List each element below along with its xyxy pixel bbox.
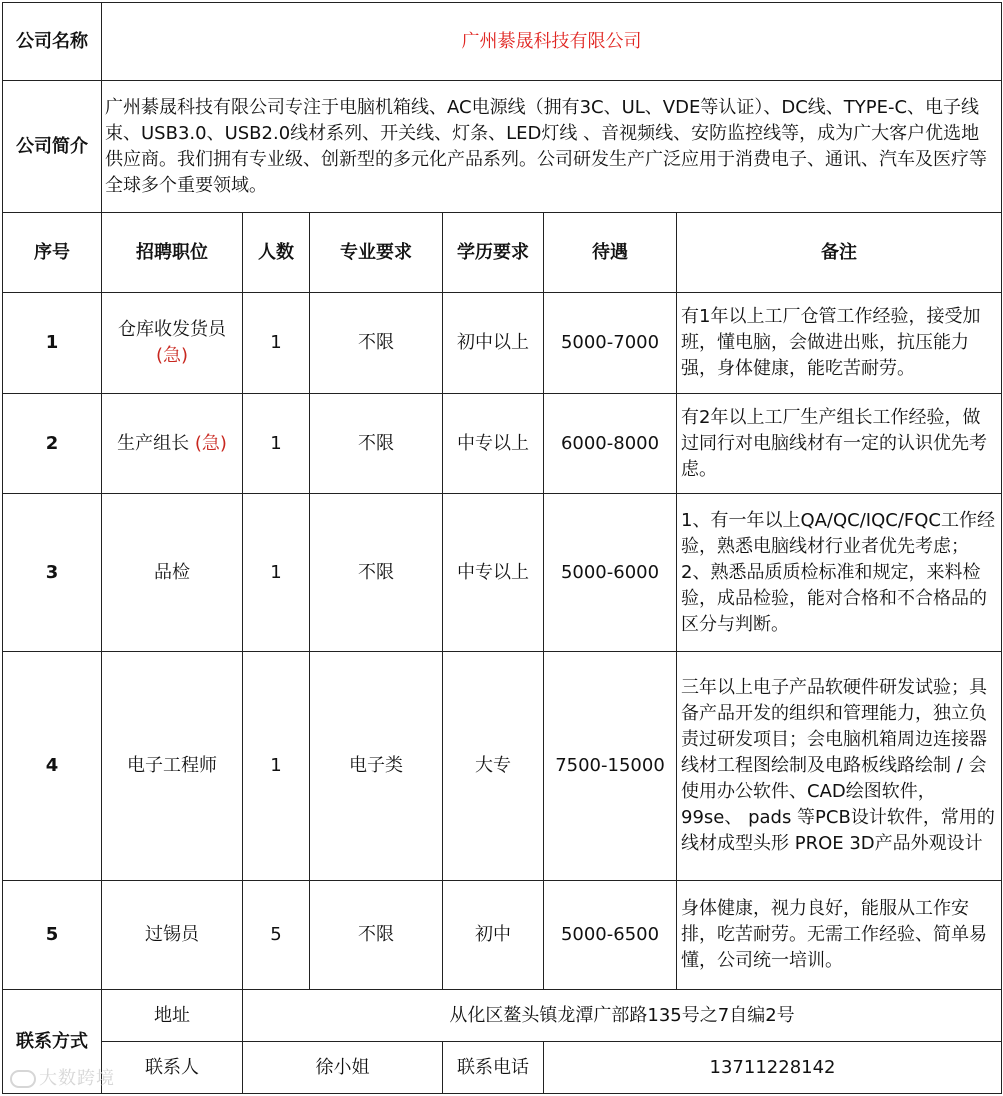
row-count: 1 — [243, 394, 310, 494]
table-row — [3, 394, 1002, 494]
header-note: 备注 — [677, 213, 1002, 293]
row-position: 电子工程师 — [102, 652, 243, 881]
table-row — [3, 881, 1002, 990]
row-major: 不限 — [310, 394, 443, 494]
row-count: 5 — [243, 881, 310, 990]
row-position — [102, 394, 243, 494]
row-note: 身体健康，视力良好，能服从工作安排，吃苦耐劳。无需工作经验、简单易懂，公司统一培训。 — [677, 881, 1002, 990]
contact-address-row — [3, 990, 1002, 1042]
row-salary: 5000-6000 — [544, 494, 677, 652]
row-note: 1、有一年以上QA/QC/IQC/FQC工作经验，熟悉电脑线材行业者优先考虑；2、熟悉品质质检标准和规定，来料检验，成品检验，能对合格和不合格品的区分与判断。 — [677, 494, 1002, 652]
row-number: 2 — [3, 394, 102, 494]
company-name: 广州綦晟科技有限公司 — [102, 3, 1002, 81]
company-intro-label: 公司简介 — [3, 81, 102, 213]
header-education: 学历要求 — [443, 213, 544, 293]
recruitment-table — [2, 2, 1002, 1094]
row-education: 大专 — [443, 652, 544, 881]
table-row — [3, 293, 1002, 394]
row-number: 5 — [3, 881, 102, 990]
row-count: 1 — [243, 494, 310, 652]
row-major: 不限 — [310, 494, 443, 652]
row-education: 中专以上 — [443, 494, 544, 652]
header-salary: 待遇 — [544, 213, 677, 293]
person-value: 徐小姐 — [243, 1042, 443, 1094]
address-label: 地址 — [102, 990, 243, 1042]
row-salary: 5000-6500 — [544, 881, 677, 990]
row-education: 初中 — [443, 881, 544, 990]
watermark-logo-icon — [10, 1070, 36, 1088]
company-intro: 广州綦晟科技有限公司专注于电脑机箱线、AC电源线（拥有3C、UL、VDE等认证）、DC线、TYPE-C、电子线束、USB3.0、USB2.0线材系列、开关线、灯条、LED灯线 、音视频线、安防监控线等，成为广大客户优选地供应商。我们拥有专业级、创新型的多元化产品系列。公司研发生产广泛应用于消费电子、通讯、汽车及医疗等全球多个重要领域。 — [102, 81, 1002, 213]
urgent-tag: (急) — [155, 345, 189, 366]
position-title: 生产组长 — [117, 432, 190, 454]
watermark — [10, 1064, 115, 1090]
row-major: 电子类 — [310, 652, 443, 881]
company-name-label: 公司名称 — [3, 3, 102, 81]
person-label: 联系人 — [102, 1042, 243, 1094]
watermark-text: 大数跨境 — [39, 1068, 115, 1089]
header-major: 专业要求 — [310, 213, 443, 293]
row-number: 4 — [3, 652, 102, 881]
table-header-row — [3, 213, 1002, 293]
phone-label: 联系电话 — [443, 1042, 544, 1094]
row-education: 中专以上 — [443, 394, 544, 494]
row-note: 有2年以上工厂生产组长工作经验，做过同行对电脑线材有一定的认识优先考虑。 — [677, 394, 1002, 494]
row-position: 过锡员 — [102, 881, 243, 990]
phone-value: 13711228142 — [544, 1042, 1002, 1094]
company-intro-row — [3, 81, 1002, 213]
urgent-tag: (急) — [194, 432, 227, 454]
row-salary: 6000-8000 — [544, 394, 677, 494]
row-salary: 7500-15000 — [544, 652, 677, 881]
row-major: 不限 — [310, 293, 443, 394]
row-salary: 5000-7000 — [544, 293, 677, 394]
row-number: 1 — [3, 293, 102, 394]
row-major: 不限 — [310, 881, 443, 990]
row-number: 3 — [3, 494, 102, 652]
row-position: 品检 — [102, 494, 243, 652]
table-row — [3, 652, 1002, 881]
contact-person-row — [3, 1042, 1002, 1094]
header-position: 招聘职位 — [102, 213, 243, 293]
row-count: 1 — [243, 652, 310, 881]
contact-label: 联系方式 — [3, 990, 102, 1094]
header-number: 序号 — [3, 213, 102, 293]
address-value: 从化区鳌头镇龙潭广部路135号之7自编2号 — [243, 990, 1002, 1042]
table-row — [3, 494, 1002, 652]
position-title: 仓库收发货员 — [118, 319, 226, 340]
row-education: 初中以上 — [443, 293, 544, 394]
row-position — [102, 293, 243, 394]
header-count: 人数 — [243, 213, 310, 293]
company-name-row — [3, 3, 1002, 81]
row-count: 1 — [243, 293, 310, 394]
row-note: 有1年以上工厂仓管工作经验，接受加班，懂电脑，会做进出账，抗压能力强，身体健康，能吃苦耐劳。 — [677, 293, 1002, 394]
row-note: 三年以上电子产品软硬件研发试验；具备产品开发的组织和管理能力，独立负责过研发项目；会电脑机箱周边连接器线材工程图绘制及电路板线路绘制 / 会使用办公软件、CAD绘图软件，99se、 pads 等PCB设计软件，常用的线材成型头形 PROE 3D产品外观设计 — [677, 652, 1002, 881]
